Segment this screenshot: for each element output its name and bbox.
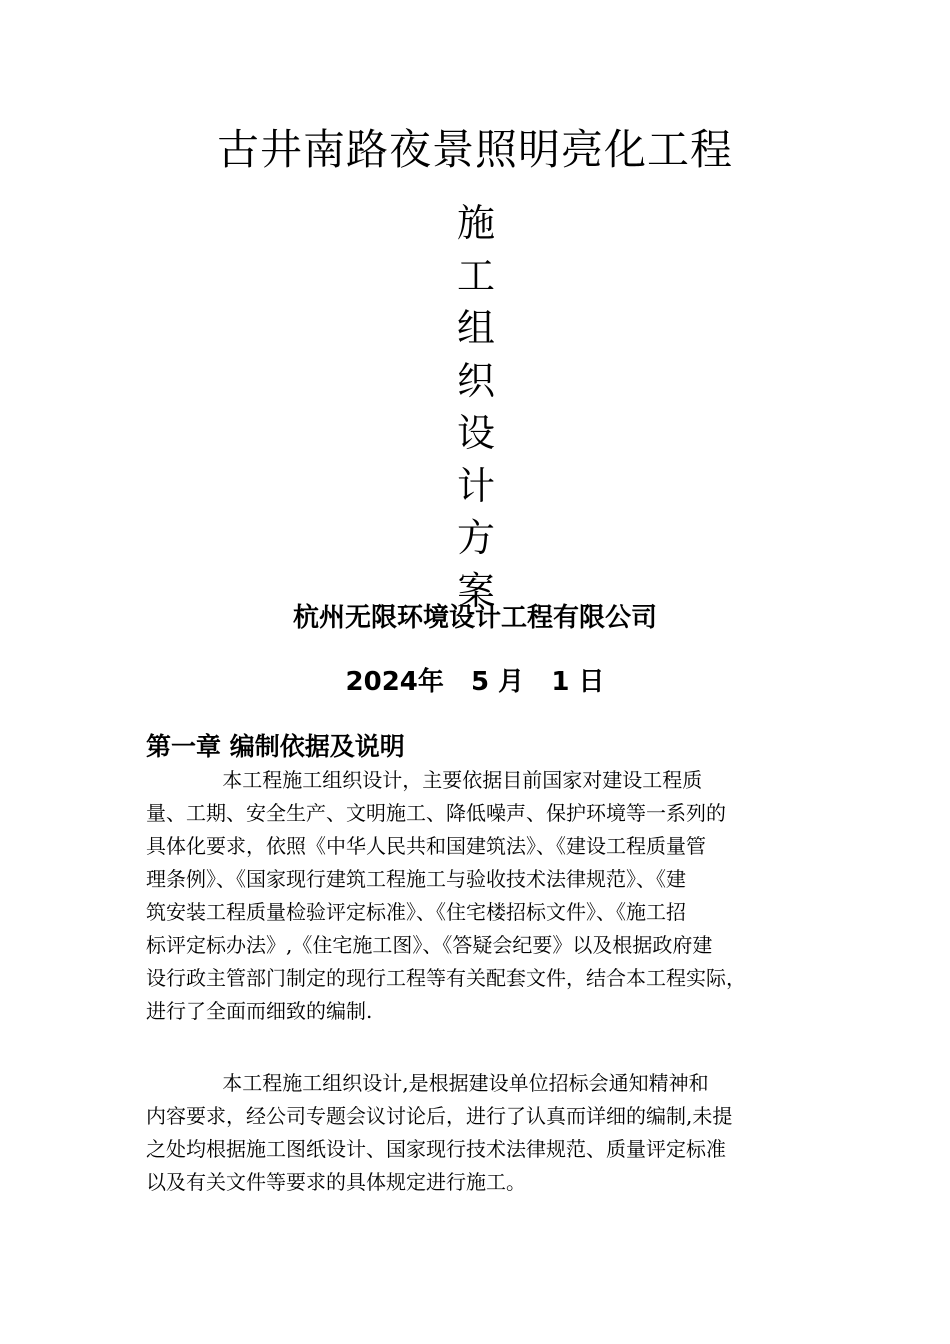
document-date: 2024年 5 月 1 日: [345, 667, 605, 697]
paragraph-line: 以及有关文件等要求的具体规定进行施工。: [146, 1170, 526, 1194]
subtitle-char: 工: [456, 253, 495, 298]
vertical-subtitle: [450, 197, 502, 617]
subtitle-char: 施: [456, 201, 495, 245]
paragraph-line: 量、工期、安全生产、文明施工、降低噪声、保护环境等一系列的: [146, 801, 726, 825]
paragraph-line: 进行了全面而细致的编制.: [146, 999, 373, 1023]
document-title: 古井南路夜景照明亮化工程: [216, 125, 733, 174]
company-name: 杭州无限环境设计工程有限公司: [292, 603, 657, 633]
subtitle-char: 计: [456, 463, 495, 508]
paragraph-line: 内容要求，经公司专题会议讨论后，进行了认真而详细的编制,未提: [146, 1104, 733, 1128]
paragraph-line: 本工程施工组织设计,是根据建设单位招标会通知精神和: [146, 1071, 709, 1095]
paragraph-description: [146, 1067, 826, 1199]
paragraph-line: 理条例》、《国家现行建筑工程施工与验收技术法律规范》、《建: [146, 867, 686, 891]
paragraph-basis: [146, 764, 826, 1028]
paragraph-line: 筑安装工程质量检验评定标准》、《住宅楼招标文件》、《施工招: [146, 900, 686, 924]
paragraph-line: 标评定标办法》,《住宅施工图》、《答疑会纪要》以及根据政府建: [146, 933, 713, 957]
subtitle-char: 方: [456, 516, 495, 560]
subtitle-char: 织: [456, 358, 495, 403]
chapter-heading: 第一章 编制依据及说明: [146, 732, 405, 761]
subtitle-char: 组: [456, 306, 495, 350]
paragraph-line: 之处均根据施工图纸设计、国家现行技术法律规范、质量评定标准: [146, 1137, 726, 1161]
subtitle-char: 案: [456, 568, 495, 613]
paragraph-line: 本工程施工组织设计，主要依据目前国家对建设工程质: [146, 768, 703, 792]
paragraph-line: 具体化要求，依照《中华人民共和国建筑法》、《建设工程质量管: [146, 834, 706, 858]
paragraph-line: 设行政主管部门制定的现行工程等有关配套文件，结合本工程实际，: [146, 966, 746, 990]
subtitle-char: 设: [456, 411, 495, 455]
